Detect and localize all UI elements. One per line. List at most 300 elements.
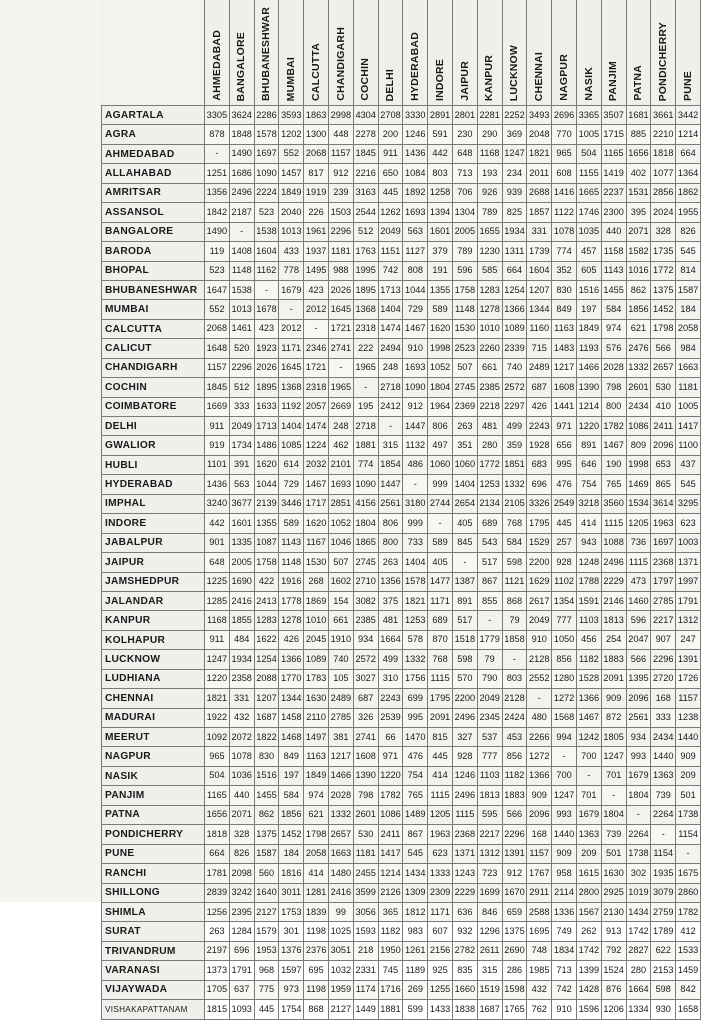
distance-cell: 994: [552, 728, 577, 747]
distance-cell: 119: [205, 242, 230, 261]
distance-cell: 1713: [378, 280, 403, 299]
distance-cell: 191: [428, 261, 453, 280]
distance-cell: 1934: [502, 222, 527, 241]
distance-cell: 1615: [576, 864, 601, 883]
distance-cell: 1441: [552, 397, 577, 416]
distance-cell: 301: [279, 922, 304, 941]
distance-cell: 1490: [229, 144, 254, 163]
distance-cell: 486: [403, 455, 428, 474]
distance-cell: 2345: [477, 708, 502, 727]
distance-cell: 891: [576, 436, 601, 455]
distance-cell: 1387: [452, 572, 477, 591]
row-header: INDORE: [102, 514, 205, 533]
distance-cell: 1528: [576, 669, 601, 688]
distance-cell: 1647: [205, 280, 230, 299]
distance-cell: 1791: [229, 961, 254, 980]
distance-cell: 1622: [254, 630, 279, 649]
distance-cell: 687: [353, 689, 378, 708]
distance-cell: 184: [676, 300, 701, 319]
distance-cell: 1519: [477, 980, 502, 999]
distance-cell: 1663: [328, 844, 353, 863]
distance-cell: 689: [477, 514, 502, 533]
distance-cell: 706: [452, 183, 477, 202]
distance-cell: 1087: [254, 533, 279, 552]
distance-cell: 3599: [353, 883, 378, 902]
distance-cell: 1171: [428, 591, 453, 610]
row-header: VISHAKAPATTANAM: [102, 1000, 205, 1019]
distance-cell: 1686: [229, 164, 254, 183]
distance-cell: 1115: [428, 786, 453, 805]
distance-cell: -: [328, 358, 353, 377]
distance-cell: 817: [304, 164, 329, 183]
column-header: [378, 0, 403, 106]
distance-cell: 646: [576, 455, 601, 474]
distance-cell: 197: [576, 300, 601, 319]
distance-cell: 589: [428, 533, 453, 552]
distance-cell: 1132: [403, 436, 428, 455]
distance-cell: 414: [304, 864, 329, 883]
distance-cell: 742: [378, 261, 403, 280]
distance-cell: 1461: [229, 319, 254, 338]
distance-cell: 445: [428, 747, 453, 766]
distance-cell: 867: [477, 572, 502, 591]
distance-cell: 1455: [601, 280, 626, 299]
distance-cell: 302: [626, 864, 651, 883]
distance-cell: 239: [328, 183, 353, 202]
distance-cell: 1467: [304, 475, 329, 494]
distance-cell: 328: [229, 825, 254, 844]
distance-cell: 1355: [428, 280, 453, 299]
distance-cell: 1582: [626, 242, 651, 261]
distance-cell: 2026: [328, 280, 353, 299]
distance-cell: 1995: [353, 261, 378, 280]
distance-cell: 4304: [353, 106, 378, 125]
distance-cell: 584: [279, 786, 304, 805]
table-row: [102, 261, 701, 280]
distance-cell: 3614: [651, 494, 676, 513]
distance-cell: 2539: [378, 708, 403, 727]
distance-cell: 1284: [229, 922, 254, 941]
distance-cell: 3593: [279, 106, 304, 125]
distance-cell: 1816: [279, 864, 304, 883]
distance-cell: 1460: [626, 591, 651, 610]
distance-cell: 1157: [676, 689, 701, 708]
distance-cell: 1165: [601, 144, 626, 163]
distance-cell: 1458: [279, 708, 304, 727]
table-row: [102, 378, 701, 397]
distance-cell: 825: [502, 203, 527, 222]
distance-cell: 310: [378, 669, 403, 688]
distance-cell: 876: [601, 980, 626, 999]
distance-cell: 849: [552, 300, 577, 319]
distance-cell: 1217: [328, 747, 353, 766]
distance-cell: 1311: [502, 242, 527, 261]
distance-cell: 1892: [403, 183, 428, 202]
row-header: BHUBANESHWAR: [102, 280, 205, 299]
distance-cell: 2718: [353, 417, 378, 436]
distance-cell: 1366: [527, 766, 552, 785]
distance-cell: 1272: [527, 747, 552, 766]
distance-cell: 1019: [626, 883, 651, 902]
distance-cell: 1220: [576, 417, 601, 436]
distance-cell: 1440: [552, 825, 577, 844]
distance-cell: 3493: [527, 106, 552, 125]
distance-cell: 1467: [576, 708, 601, 727]
distance-cell: 835: [452, 961, 477, 980]
corner-cell: [102, 0, 205, 106]
distance-cell: 1217: [552, 358, 577, 377]
distance-cell: 1005: [676, 397, 701, 416]
distance-cell: 701: [576, 786, 601, 805]
distance-cell: 664: [205, 844, 230, 863]
distance-cell: 2264: [626, 825, 651, 844]
distance-cell: 2489: [527, 358, 552, 377]
distance-cell: 1821: [205, 689, 230, 708]
distance-cell: 2759: [651, 902, 676, 921]
distance-cell: 2496: [452, 786, 477, 805]
distance-cell: 1278: [279, 611, 304, 630]
distance-cell: 1756: [403, 669, 428, 688]
distance-cell: 1664: [626, 980, 651, 999]
distance-cell: 1246: [452, 766, 477, 785]
distance-cell: 798: [353, 786, 378, 805]
distance-cell: 1658: [676, 1000, 701, 1019]
distance-cell: 433: [279, 242, 304, 261]
distance-cell: 1845: [353, 144, 378, 163]
distance-cell: 928: [552, 553, 577, 572]
distance-cell: 1821: [527, 144, 552, 163]
distance-cell: 2243: [378, 689, 403, 708]
distance-cell: 909: [676, 747, 701, 766]
distance-cell: 1468: [279, 728, 304, 747]
distance-cell: 1765: [502, 1000, 527, 1019]
row-header: GWALIOR: [102, 436, 205, 455]
distance-cell: 1497: [304, 728, 329, 747]
column-header-label: JAIPUR: [458, 61, 471, 101]
distance-cell: 331: [229, 689, 254, 708]
distance-cell: 2024: [651, 203, 676, 222]
distance-cell: 1375: [254, 825, 279, 844]
distance-cell: 2782: [452, 941, 477, 960]
distance-cell: 1127: [403, 242, 428, 261]
distance-cell: 849: [279, 747, 304, 766]
distance-cell: 230: [452, 125, 477, 144]
distance-cell: 1205: [626, 514, 651, 533]
distance-cell: 423: [304, 280, 329, 299]
distance-cell: 79: [502, 611, 527, 630]
distance-cell: 701: [601, 766, 626, 785]
distance-cell: 2455: [353, 864, 378, 883]
distance-cell: 1356: [205, 183, 230, 202]
distance-cell: 699: [403, 689, 428, 708]
distance-cell: 1452: [651, 300, 676, 319]
distance-cell: 1922: [205, 708, 230, 727]
distance-cell: 1332: [626, 358, 651, 377]
distance-cell: 3507: [601, 106, 626, 125]
distance-cell: -: [353, 378, 378, 397]
distance-cell: 1309: [403, 883, 428, 902]
table-row: [102, 786, 701, 805]
distance-cell: 1746: [576, 203, 601, 222]
distance-cell: 584: [502, 533, 527, 552]
table-row: [102, 106, 701, 125]
distance-cell: 1645: [328, 300, 353, 319]
distance-cell: 1434: [626, 902, 651, 921]
distance-cell: 1998: [428, 339, 453, 358]
distance-cell: 584: [601, 300, 626, 319]
distance-cell: 1772: [477, 455, 502, 474]
distance-cell: 777: [552, 611, 577, 630]
distance-cell: 1225: [205, 572, 230, 591]
distance-cell: 1851: [502, 455, 527, 474]
distance-cell: 790: [477, 669, 502, 688]
row-header: CHANDIGARH: [102, 358, 205, 377]
distance-cell: 432: [229, 708, 254, 727]
distance-cell: 1845: [205, 378, 230, 397]
distance-cell: 1630: [601, 864, 626, 883]
distance-cell: 1812: [403, 902, 428, 921]
distance-cell: 803: [502, 669, 527, 688]
distance-cell: 1344: [527, 300, 552, 319]
distance-cell: 798: [601, 378, 626, 397]
distance-cell: 599: [403, 1000, 428, 1019]
distance-cell: 621: [304, 805, 329, 824]
distance-cell: 1529: [527, 533, 552, 552]
distance-cell: 715: [527, 339, 552, 358]
distance-cell: 999: [403, 514, 428, 533]
distance-cell: 1455: [254, 786, 279, 805]
distance-cell: 598: [502, 553, 527, 572]
distance-cell: 907: [651, 630, 676, 649]
distance-cell: 2572: [502, 378, 527, 397]
table-row: [102, 494, 701, 513]
distance-cell: 1371: [676, 553, 701, 572]
distance-cell: 891: [452, 591, 477, 610]
distance-cell: 1895: [353, 280, 378, 299]
distance-cell: 2047: [626, 630, 651, 649]
column-header: [205, 0, 230, 106]
distance-cell: 2601: [626, 378, 651, 397]
row-header: AGARTALA: [102, 106, 205, 125]
distance-cell: 248: [378, 358, 403, 377]
distance-cell: 2297: [502, 397, 527, 416]
distance-cell: 2028: [328, 786, 353, 805]
distance-cell: 2601: [353, 805, 378, 824]
distance-cell: 1242: [576, 728, 601, 747]
row-header: NASIK: [102, 766, 205, 785]
distance-cell: 968: [254, 961, 279, 980]
distance-cell: 636: [452, 902, 477, 921]
distance-cell: 1440: [676, 728, 701, 747]
distance-cell: 1148: [279, 553, 304, 572]
distance-cell: -: [428, 514, 453, 533]
distance-cell: 1675: [676, 864, 701, 883]
distance-cell: 2718: [378, 378, 403, 397]
distance-cell: 1629: [527, 572, 552, 591]
distance-cell: 1163: [552, 319, 577, 338]
distance-cell: 1928: [527, 436, 552, 455]
distance-cell: 2395: [229, 902, 254, 921]
distance-cell: 739: [651, 786, 676, 805]
distance-cell: 2096: [626, 689, 651, 708]
distance-cell: 739: [601, 825, 626, 844]
distance-cell: 1466: [576, 358, 601, 377]
distance-cell: 1697: [651, 533, 676, 552]
table-row: [102, 611, 701, 630]
distance-cell: 1368: [353, 300, 378, 319]
table-row: [102, 436, 701, 455]
distance-cell: 826: [229, 844, 254, 863]
distance-cell: 3295: [676, 494, 701, 513]
distance-cell: 911: [378, 144, 403, 163]
distance-cell: 1474: [304, 417, 329, 436]
row-header: HYDERABAD: [102, 475, 205, 494]
distance-cell: 650: [378, 164, 403, 183]
distance-cell: 1587: [254, 844, 279, 863]
distance-cell: 928: [452, 747, 477, 766]
distance-cell: 2496: [229, 183, 254, 202]
distance-cell: 911: [205, 630, 230, 649]
distance-cell: 3011: [279, 883, 304, 902]
distance-cell: 648: [205, 553, 230, 572]
distance-cell: 909: [552, 844, 577, 863]
distance-cell: 445: [378, 183, 403, 202]
column-header-label: AHMEDABAD: [210, 30, 223, 101]
distance-cell: 815: [428, 728, 453, 747]
distance-cell: 974: [601, 319, 626, 338]
row-header: ASSANSOL: [102, 203, 205, 222]
distance-cell: 375: [378, 591, 403, 610]
table-row: [102, 669, 701, 688]
distance-cell: 878: [205, 125, 230, 144]
distance-cell: 1332: [328, 805, 353, 824]
distance-cell: 1154: [676, 825, 701, 844]
distance-cell: 664: [676, 144, 701, 163]
distance-cell: 745: [378, 961, 403, 980]
distance-cell: 1025: [328, 922, 353, 941]
distance-cell: 2339: [502, 339, 527, 358]
distance-cell: 2005: [229, 553, 254, 572]
distance-cell: 1390: [353, 766, 378, 785]
distance-cell: 3079: [651, 883, 676, 902]
distance-cell: 2229: [601, 572, 626, 591]
distance-cell: 700: [576, 747, 601, 766]
distance-cell: 1262: [378, 203, 403, 222]
row-header: BHOPAL: [102, 261, 205, 280]
distance-cell: 2217: [651, 611, 676, 630]
distance-cell: 3330: [403, 106, 428, 125]
distance-cell: 1963: [651, 514, 676, 533]
distance-cell: 1953: [254, 941, 279, 960]
distance-cell: 2011: [527, 164, 552, 183]
distance-cell: 1965: [353, 358, 378, 377]
distance-cell: 254: [601, 630, 626, 649]
row-header: MUMBAI: [102, 300, 205, 319]
distance-cell: 248: [328, 417, 353, 436]
distance-cell: 1404: [279, 417, 304, 436]
distance-cell: 1524: [601, 961, 626, 980]
distance-cell: 1753: [279, 902, 304, 921]
distance-cell: 405: [428, 553, 453, 572]
distance-cell: 2071: [626, 222, 651, 241]
distance-cell: 484: [229, 630, 254, 649]
distance-cell: 1804: [428, 378, 453, 397]
distance-cell: 765: [403, 786, 428, 805]
distance-cell: 1255: [428, 980, 453, 999]
distance-cell: 2068: [304, 144, 329, 163]
distance-cell: 3442: [676, 106, 701, 125]
distance-cell: 1842: [205, 203, 230, 222]
distance-cell: 1862: [676, 183, 701, 202]
distance-cell: 1375: [651, 280, 676, 299]
distance-cell: 1198: [304, 922, 329, 941]
distance-cell: 1849: [576, 319, 601, 338]
distance-cell: 1115: [626, 553, 651, 572]
distance-cell: 3027: [353, 669, 378, 688]
distance-cell: 1693: [328, 475, 353, 494]
distance-cell: 197: [279, 766, 304, 785]
distance-cell: 1253: [477, 475, 502, 494]
distance-cell: 351: [452, 436, 477, 455]
distance-cell: 2549: [552, 494, 577, 513]
distance-cell: 1254: [502, 280, 527, 299]
distance-cell: 2745: [452, 378, 477, 397]
distance-cell: 623: [428, 844, 453, 863]
distance-cell: 1182: [576, 650, 601, 669]
distance-cell: 2101: [328, 455, 353, 474]
distance-cell: 1687: [477, 1000, 502, 1019]
distance-cell: 566: [502, 805, 527, 824]
distance-cell: 1154: [651, 844, 676, 863]
distance-cell: 1783: [304, 669, 329, 688]
distance-cell: 1620: [304, 514, 329, 533]
distance-cell: 2096: [651, 436, 676, 455]
row-header: CHENNAI: [102, 689, 205, 708]
column-header: [651, 0, 676, 106]
distance-cell: 1538: [254, 222, 279, 241]
distance-cell: 865: [651, 475, 676, 494]
distance-cell: 504: [576, 144, 601, 163]
distance-cell: 974: [304, 786, 329, 805]
distance-cell: 365: [378, 902, 403, 921]
distance-cell: 740: [502, 358, 527, 377]
distance-cell: 1530: [304, 553, 329, 572]
distance-cell: 713: [552, 961, 577, 980]
distance-cell: 1715: [601, 125, 626, 144]
distance-cell: 622: [651, 941, 676, 960]
distance-cell: 1003: [676, 533, 701, 552]
distance-cell: 3051: [328, 941, 353, 960]
table-row: [102, 339, 701, 358]
distance-cell: 2187: [229, 203, 254, 222]
distance-cell: 995: [403, 708, 428, 727]
distance-cell: 570: [452, 669, 477, 688]
distance-cell: -: [254, 280, 279, 299]
distance-cell: 1214: [576, 397, 601, 416]
distance-cell: 1881: [378, 1000, 403, 1019]
table-row: [102, 902, 701, 921]
distance-cell: 1335: [229, 533, 254, 552]
distance-cell: 596: [626, 611, 651, 630]
distance-cell: 1813: [477, 786, 502, 805]
distance-cell: 855: [477, 591, 502, 610]
distance-cell: 523: [205, 261, 230, 280]
distance-cell: 1285: [205, 591, 230, 610]
distance-cell: 2057: [304, 397, 329, 416]
distance-cell: 765: [601, 475, 626, 494]
row-header: LUCKNOW: [102, 650, 205, 669]
distance-cell: -: [304, 319, 329, 338]
